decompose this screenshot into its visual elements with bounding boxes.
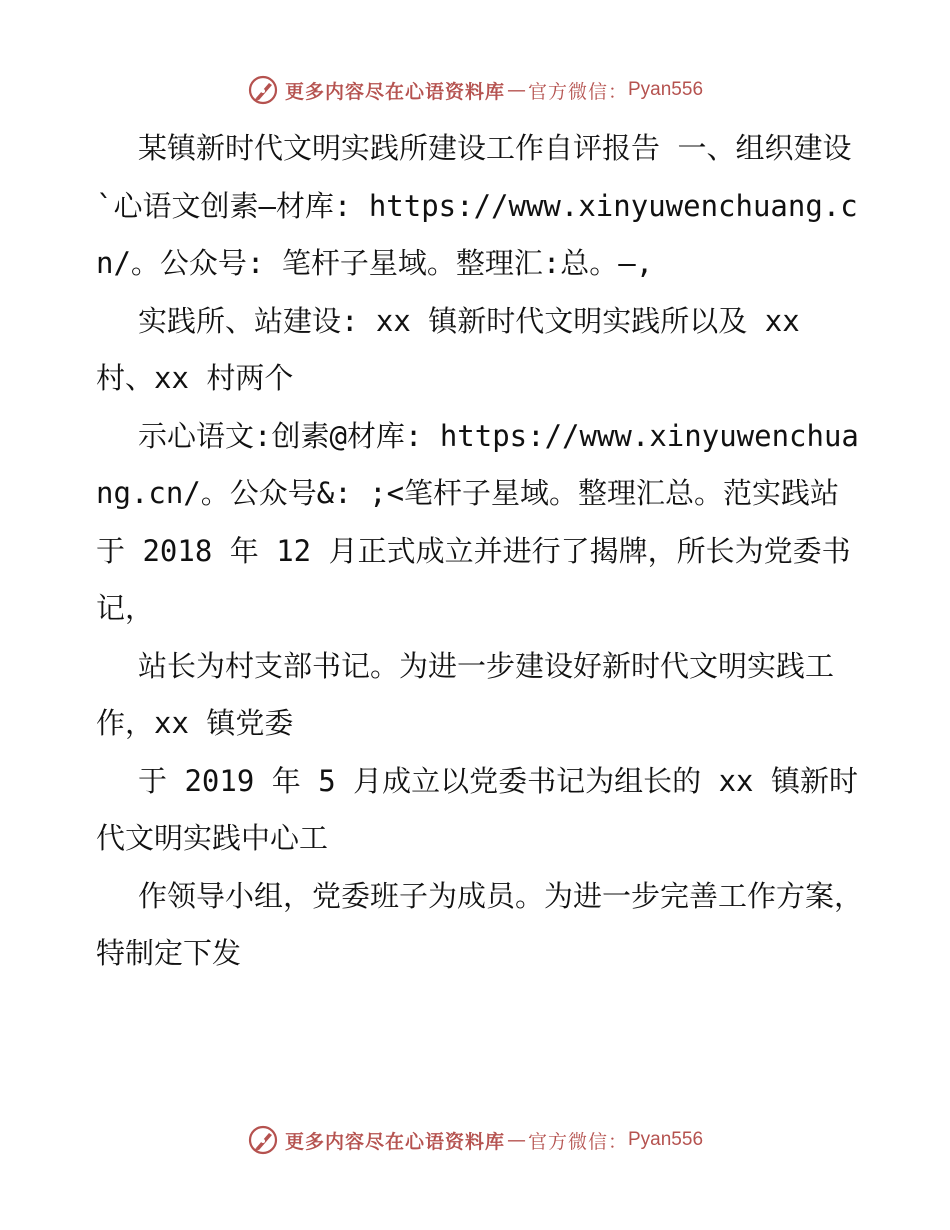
document-body xyxy=(96,120,866,983)
banner-wechat-label: 官方微信： xyxy=(527,1130,628,1153)
paragraph: 作领导小组，党委班子为成员。为进一步完善工作方案，特制定下发 xyxy=(96,878,864,970)
banner-wechat-label: 官方微信： xyxy=(527,80,628,103)
paragraph: 实践所、站建设: xx 镇新时代文明实践所以及 xx 村、xx 村两个 xyxy=(96,303,800,395)
paragraph: 某镇新时代文明实践所建设工作自评报告 一、组织建设`心语文创素—材库: https://www.xinyuwenchuang.cn/。公众号: 笔杆子星域。整理汇:总。—, xyxy=(96,131,858,280)
banner-wechat-id: Pyan556 xyxy=(628,79,704,100)
paragraph: 示心语文:创素@材库: https://www.xinyuwenchuang.cn/。公众号&: ;<笔杆子星域。整理汇总。范实践站于 2018 年 12 月正式成立并进行了揭牌，所长为党委书记， xyxy=(96,418,859,625)
paragraph: 站长为村支部书记。为进一步建设好新时代文明实践工作，xx 镇党委 xyxy=(96,648,835,740)
header-watermark-banner xyxy=(0,70,950,110)
banner-main-text: 更多内容尽在心语资料库 xyxy=(284,1130,505,1153)
banner-dash: — xyxy=(506,1129,526,1151)
banner-main-text: 更多内容尽在心语资料库 xyxy=(284,80,505,103)
paragraph: 于 2019 年 5 月成立以党委书记为组长的 xx 镇新时代文明实践中心工 xyxy=(96,763,858,855)
banner-wechat-id: Pyan556 xyxy=(628,1129,704,1150)
banner-dash: — xyxy=(506,79,526,101)
quill-pen-seal-icon xyxy=(247,1124,279,1156)
footer-watermark-banner xyxy=(0,1120,950,1160)
quill-pen-seal-icon xyxy=(247,74,279,106)
